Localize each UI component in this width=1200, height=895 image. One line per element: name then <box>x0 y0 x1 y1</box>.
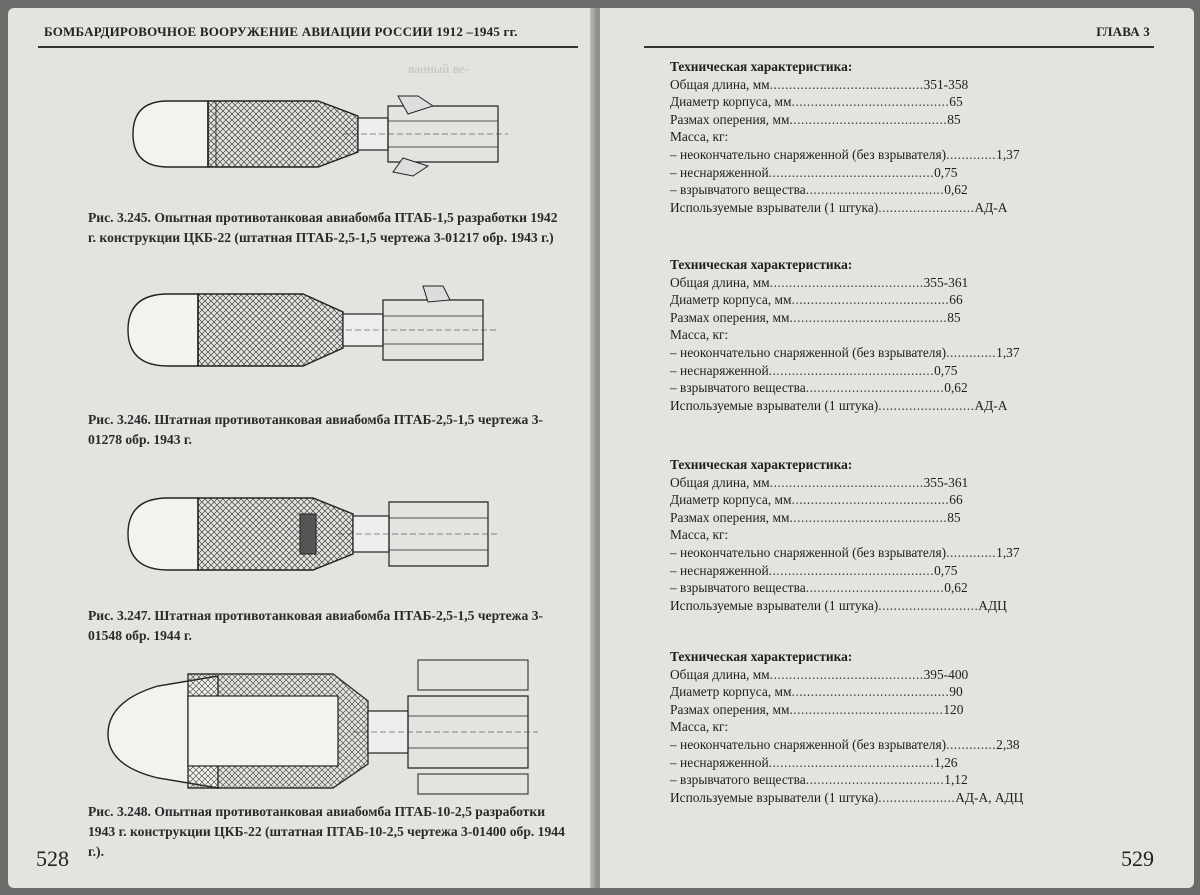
spec-row <box>670 683 1110 701</box>
spec-label: – взрывчатого вещества <box>670 182 806 198</box>
figure-ptab-2-5-1-5-1943-drawing <box>88 280 558 380</box>
spec-value: АД-А <box>974 397 1008 413</box>
spec-value: 1,37 <box>996 544 1020 560</box>
spec-row <box>670 474 1110 492</box>
figure-ptab-2-5-1-5-1944-drawing <box>88 484 558 584</box>
spec-leader-dots: ........................................ <box>789 701 944 717</box>
left-head-rule <box>38 46 578 48</box>
spec-leader-dots: ............. <box>946 544 997 560</box>
spec-row <box>670 362 1110 380</box>
spec-row <box>670 146 1110 164</box>
spec-leader-dots: ......................................... <box>789 309 948 325</box>
spec-block <box>670 58 1110 216</box>
spec-row <box>670 666 1110 684</box>
spec-label: Масса, кг: <box>670 129 729 145</box>
figure-ptab-1-5-drawing <box>88 66 558 196</box>
spec-leader-dots: ......................................... <box>789 509 948 525</box>
spec-row <box>670 379 1110 397</box>
spec-row <box>670 128 1110 146</box>
spec-row <box>670 164 1110 182</box>
spec-label: Используемые взрыватели (1 штука) <box>670 397 879 413</box>
spec-leader-dots: .................................... <box>805 580 945 596</box>
spec-label: Используемые взрыватели (1 штука) <box>670 199 879 215</box>
spec-label: Используемые взрыватели (1 штука) <box>670 597 879 613</box>
spec-row <box>670 309 1110 327</box>
spec-leader-dots: ......................................... <box>791 492 950 508</box>
spec-value: 355-361 <box>923 474 969 490</box>
spec-row <box>670 76 1110 94</box>
spec-value: 0,75 <box>934 362 958 378</box>
spec-value: 1,12 <box>944 772 968 788</box>
left-page-number: 528 <box>36 846 69 871</box>
spec-label: – неснаряженной <box>670 562 769 578</box>
spec-row <box>670 701 1110 719</box>
spec-value: 90 <box>949 684 963 700</box>
spec-leader-dots: ........................................ <box>769 666 924 682</box>
spec-title: Техническая характеристика: <box>670 457 853 472</box>
left-running-head: БОМБАРДИРОВОЧНОЕ ВООРУЖЕНИЕ АВИАЦИИ РОССИИ 1912 –1945 гг. <box>44 24 518 39</box>
spec-label: Масса, кг: <box>670 527 729 543</box>
spec-label: Общая длина, мм <box>670 274 770 290</box>
spec-leader-dots: ........................................ <box>769 274 924 290</box>
spec-value: 1,37 <box>996 344 1020 360</box>
spec-label: Размах оперения, мм <box>670 509 790 525</box>
spec-leader-dots: .................... <box>878 789 956 805</box>
spec-label: – неокончательно снаряженной (без взрывателя) <box>670 146 947 162</box>
spec-value: 66 <box>949 292 963 308</box>
spec-row <box>670 789 1110 807</box>
spec-leader-dots: ........................................... <box>768 754 935 770</box>
spec-label: – взрывчатого вещества <box>670 772 806 788</box>
figure-caption: Рис. 3.246. Штатная противотанковая авиабомба ПТАБ-2,5-1,5 чертежа 3-01278 обр. 1943 г. <box>88 412 544 447</box>
spec-row <box>670 199 1110 217</box>
spec-label: – неснаряженной <box>670 754 769 770</box>
spec-leader-dots: ........................................... <box>768 164 935 180</box>
spec-label: – неокончательно снаряженной (без взрывателя) <box>670 736 947 752</box>
spec-leader-dots: ........................................... <box>768 362 935 378</box>
spec-row <box>670 274 1110 292</box>
spec-title: Техническая характеристика: <box>670 649 853 664</box>
figure-caption: Рис. 3.247. Штатная противотанковая авиабомба ПТАБ-2,5-1,5 чертежа 3-01548 обр. 1944 г. <box>88 608 544 643</box>
right-page <box>600 8 1194 888</box>
spec-leader-dots: ......................................... <box>791 292 950 308</box>
spec-value: 0,75 <box>934 164 958 180</box>
spec-value: 395-400 <box>923 666 969 682</box>
spec-row <box>670 579 1110 597</box>
spec-value: АД-А, АДЦ <box>955 789 1024 805</box>
spec-label: Масса, кг: <box>670 719 729 735</box>
spec-row <box>670 326 1110 344</box>
spec-leader-dots: ........................................ <box>769 474 924 490</box>
spec-value: 355-361 <box>923 274 969 290</box>
spec-leader-dots: ............. <box>946 736 997 752</box>
left-page <box>8 8 596 888</box>
spec-value: 1,26 <box>934 754 958 770</box>
spec-value: 85 <box>947 111 961 127</box>
right-page-number: 529 <box>1121 846 1154 871</box>
spec-row <box>670 771 1110 789</box>
spec-label: – неокончательно снаряженной (без взрывателя) <box>670 544 947 560</box>
spec-row <box>670 344 1110 362</box>
spec-label: – неокончательно снаряженной (без взрывателя) <box>670 344 947 360</box>
spec-value: 1,37 <box>996 146 1020 162</box>
spec-row <box>670 111 1110 129</box>
spec-label: Диаметр корпуса, мм <box>670 94 792 110</box>
spec-label: – неснаряженной <box>670 164 769 180</box>
spec-leader-dots: ......................... <box>878 397 975 413</box>
spec-row <box>670 754 1110 772</box>
spec-leader-dots: .................................... <box>805 772 945 788</box>
spec-row <box>670 597 1110 615</box>
spec-leader-dots: ........................................ <box>769 76 924 92</box>
spec-value: 85 <box>947 309 961 325</box>
spec-value: 0,62 <box>944 380 968 396</box>
spec-label: – взрывчатого вещества <box>670 580 806 596</box>
spec-row <box>670 736 1110 754</box>
spec-label: Размах оперения, мм <box>670 701 790 717</box>
spec-row <box>670 562 1110 580</box>
spec-value: АД-А <box>974 199 1008 215</box>
spec-row <box>670 491 1110 509</box>
spec-row <box>670 93 1110 111</box>
spec-value: 351-358 <box>923 76 969 92</box>
spec-leader-dots: ............. <box>946 146 997 162</box>
spec-label: Используемые взрыватели (1 штука) <box>670 789 879 805</box>
spec-label: Диаметр корпуса, мм <box>670 292 792 308</box>
spec-value: 65 <box>949 94 963 110</box>
spec-label: Размах оперения, мм <box>670 309 790 325</box>
spec-leader-dots: ......................................... <box>791 684 950 700</box>
spec-row <box>670 397 1110 415</box>
spec-leader-dots: .......................... <box>878 597 979 613</box>
spec-title: Техническая характеристика: <box>670 257 853 272</box>
spec-label: Диаметр корпуса, мм <box>670 684 792 700</box>
figure-ptab-10-2-5-drawing <box>88 656 558 796</box>
figure-caption: Рис. 3.248. Опытная противотанковая авиабомба ПТАБ-10-2,5 разработки 1943 г. конструкции ЦКБ-22 (штатная ПТАБ-10-2,5 чертежа 3-01400 обр. 1944 г.). <box>88 804 565 859</box>
spec-value: 2,38 <box>996 736 1020 752</box>
spec-value: 0,62 <box>944 182 968 198</box>
spec-label: – взрывчатого вещества <box>670 380 806 396</box>
spec-block <box>670 648 1110 806</box>
spec-title: Техническая характеристика: <box>670 59 853 74</box>
spec-value: 120 <box>943 701 964 717</box>
spec-row <box>670 526 1110 544</box>
spec-leader-dots: ......................................... <box>789 111 948 127</box>
spec-row <box>670 544 1110 562</box>
spec-label: Общая длина, мм <box>670 666 770 682</box>
spec-value: 66 <box>949 492 963 508</box>
figure-caption: Рис. 3.245. Опытная противотанковая авиабомба ПТАБ-1,5 разработки 1942 г. конструкции ЦКБ-22 (штатная ПТАБ-2,5-1,5 чертежа 3-01217 обр. 1943 г.) <box>88 210 558 245</box>
spec-label: Общая длина, мм <box>670 474 770 490</box>
right-head-rule <box>644 46 1154 48</box>
spec-row <box>670 181 1110 199</box>
spec-value: 85 <box>947 509 961 525</box>
spec-label: Размах оперения, мм <box>670 111 790 127</box>
spec-label: – неснаряженной <box>670 362 769 378</box>
show-through-text: ванный ве- <box>408 61 469 76</box>
spec-block <box>670 256 1110 414</box>
spec-label: Общая длина, мм <box>670 76 770 92</box>
spec-value: 0,62 <box>944 580 968 596</box>
spec-leader-dots: .................................... <box>805 380 945 396</box>
spec-label: Диаметр корпуса, мм <box>670 492 792 508</box>
spec-value: АДЦ <box>978 597 1007 613</box>
spec-label: Масса, кг: <box>670 327 729 343</box>
spec-leader-dots: ............. <box>946 344 997 360</box>
spec-value: 0,75 <box>934 562 958 578</box>
spec-row <box>670 718 1110 736</box>
spec-leader-dots: ......................... <box>878 199 975 215</box>
spec-row <box>670 509 1110 527</box>
right-running-head: ГЛАВА 3 <box>1096 24 1150 39</box>
spec-leader-dots: ......................................... <box>791 94 950 110</box>
spec-row <box>670 291 1110 309</box>
spec-leader-dots: ........................................... <box>768 562 935 578</box>
spec-leader-dots: .................................... <box>805 182 945 198</box>
spec-block <box>670 456 1110 614</box>
